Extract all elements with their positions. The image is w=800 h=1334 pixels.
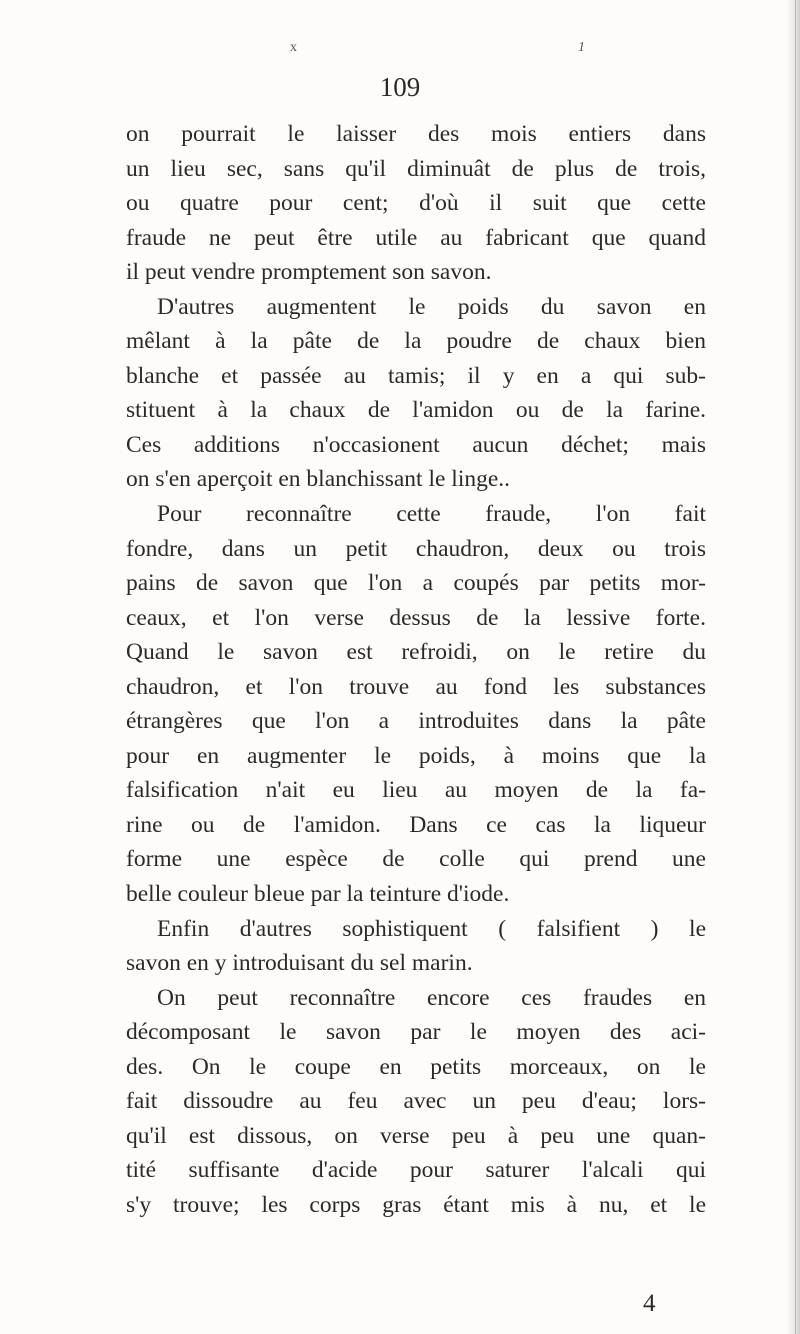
text-line: fraude ne peut être utile au fabricant que quand (126, 224, 706, 251)
text-line: savon en y introduisant du sel marin. (126, 950, 473, 977)
text-line: rine ou de l'amidon. Dans ce cas la liqueur (126, 811, 706, 838)
text-line: pains de savon que l'on a coupés par petits mor- (126, 570, 706, 597)
text-line: ceaux, et l'on verse dessus de la lessive forte. (126, 604, 706, 631)
text-line: on s'en aperçoit en blanchissant le linge.. (126, 466, 511, 493)
page-number: 109 (379, 72, 421, 102)
text-line: un lieu sec, sans qu'il diminuât de plus de trois, (126, 155, 706, 182)
text-line: s'y trouve; les corps gras étant mis à nu, et le (126, 1191, 706, 1218)
body-text (126, 117, 706, 1223)
text-line: stituent à la chaux de l'amidon ou de la farine. (126, 397, 706, 424)
text-line: ou quatre pour cent; d'où il suit que cette (126, 190, 706, 217)
text-line: Ces additions n'occasionent aucun déchet; mais (126, 431, 706, 458)
text-line: décomposant le savon par le moyen des aci- (126, 1019, 706, 1046)
text-line: Quand le savon est refroidi, on le retire du (126, 639, 706, 666)
text-line: blanche et passée au tamis; il y en a qui sub- (126, 362, 706, 389)
text-line: falsification n'ait eu lieu au moyen de la fa- (126, 777, 706, 804)
page-edge-shadow (786, 0, 800, 1334)
text-line: étrangères que l'on a introduites dans la pâte (126, 708, 706, 735)
text-line: des. On le coupe en petits morceaux, on le (126, 1053, 706, 1080)
text-line: qu'il est dissous, on verse peu à peu une quan- (126, 1122, 706, 1149)
signature-mark: 4 (643, 1290, 656, 1317)
text-line: on pourrait le laisser des mois entiers dans (126, 121, 706, 147)
text-line: forme une espèce de colle qui prend une (126, 846, 706, 873)
text-line: fait dissoudre au feu avec un peu d'eau; lors- (126, 1088, 706, 1115)
text-line: On peut reconnaître encore ces fraudes en (157, 984, 706, 1011)
text-line: D'autres augmentent le poids du savon en (157, 293, 706, 320)
page-edge-line (795, 0, 796, 1334)
top-mark-right: 1 (578, 40, 585, 55)
text-line: il peut vendre promptement son savon. (126, 259, 492, 286)
text-line: mêlant à la pâte de la poudre de chaux bien (126, 328, 706, 355)
text-line: chaudron, et l'on trouve au fond les substances (126, 673, 706, 700)
text-line: pour en augmenter le poids, à moins que la (126, 742, 706, 769)
text-line: belle couleur bleue par la teinture d'iode. (126, 881, 510, 908)
text-line: Pour reconnaître cette fraude, l'on fait (157, 501, 706, 528)
text-line: fondre, dans un petit chaudron, deux ou trois (126, 535, 706, 562)
top-mark-left: x (290, 40, 297, 55)
text-line: tité suffisante d'acide pour saturer l'alcali qui (126, 1157, 706, 1184)
text-line: Enfin d'autres sophistiquent ( falsifient ) le (157, 915, 706, 942)
